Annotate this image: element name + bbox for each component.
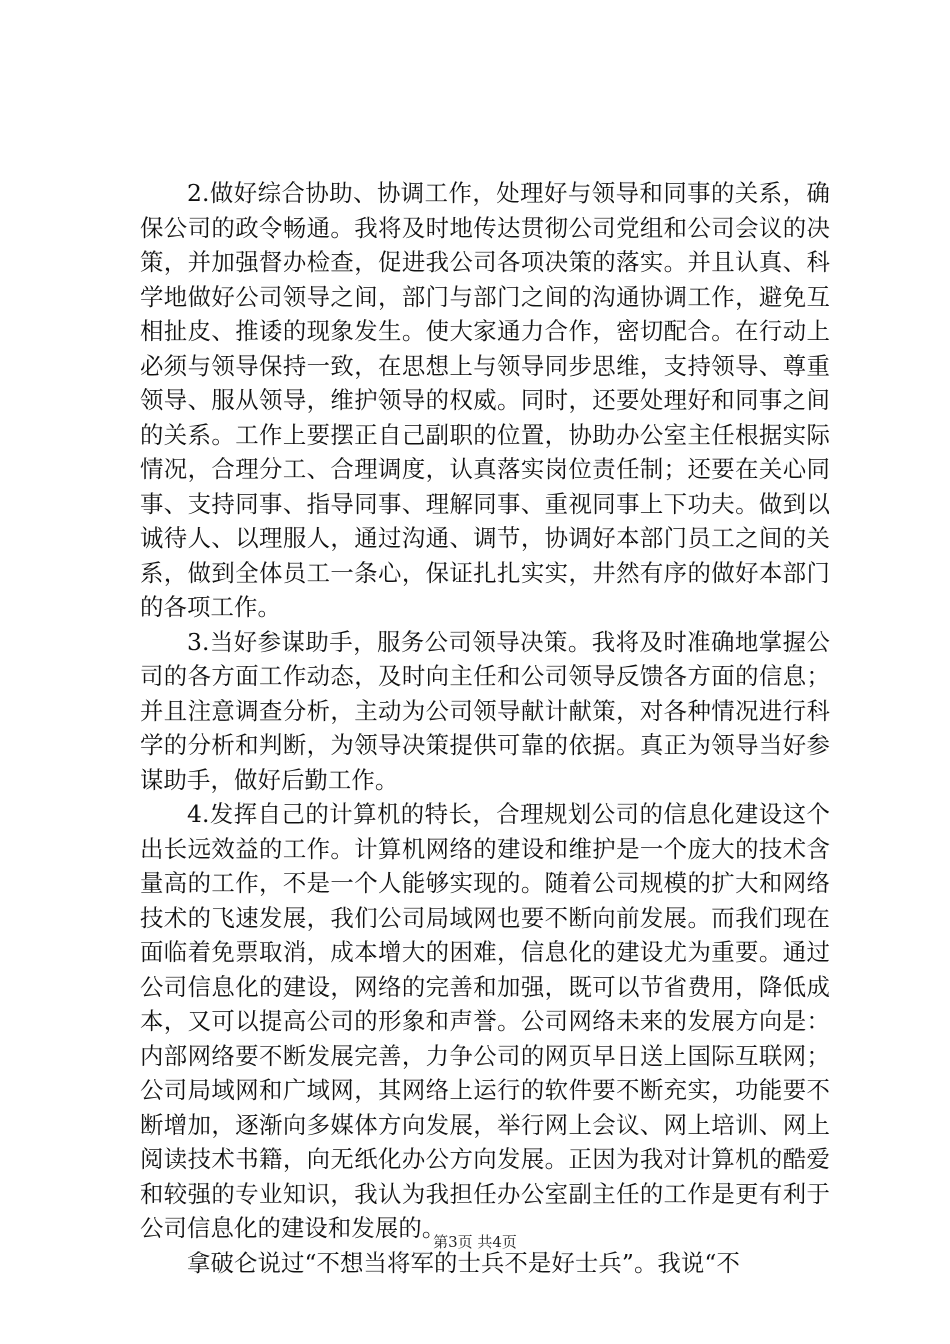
paragraph-5: 拿破仑说过“不想当将军的士兵不是好士兵”。我说“不	[187, 1248, 740, 1277]
paragraph-3: 3.当好参谋助手，服务公司领导决策。我将及时准确地掌握公司的各方面工作动态，及时向主任和公司领导反馈各方面的信息；并且注意调查分析，主动为公司领导献计献策，对各种情况进行科学的分析和判断，为领导决策提供可靠的依据。真正为领导当好参谋助手，做好后勤工作。	[140, 627, 830, 794]
paragraph-4: 4.发挥自己的计算机的特长，合理规划公司的信息化建设这个出长远效益的工作。计算机网络的建设和维护是一个庞大的技术含量高的工作，不是一个人能够实现的。随着公司规模的扩大和网络技术的飞速发展，我们公司局域网也要不断向前发展。而我们现在面临着免票取消，成本增大的困难，信息化的建设尤为重要。通过公司信息化的建设，网络的完善和加强，既可以节省费用，降低成本，又可以提高公司的形象和声誉。公司网络未来的发展方向是：内部网络要不断发展完善，力争公司的网页早日送上国际互联网；公司局域网和广域网，其网络上运行的软件要不断充实，功能要不断增加，逐渐向多媒体方向发展，举行网上会议、网上培训、网上阅读技术书籍，向无纸化办公方向发展。正因为我对计算机的酷爱和较强的专业知识，我认为我担任办公室副主任的工作是更有利于公司信息化的建设和发展的。	[140, 800, 830, 1242]
document-body	[140, 176, 830, 1280]
page-number-footer: 第3页 共4页	[433, 1233, 517, 1251]
paragraph-2: 2.做好综合协助、协调工作，处理好与领导和同事的关系，确保公司的政令畅通。我将及时地传达贯彻公司党组和公司会议的决策，并加强督办检查，促进我公司各项决策的落实。并且认真、科学地做好公司领导之间，部门与部门之间的沟通协调工作，避免互相扯皮、推诿的现象发生。使大家通力合作，密切配合。在行动上必须与领导保持一致，在思想上与领导同步思维，支持领导、尊重领导、服从领导，维护领导的权威。同时，还要处理好和同事之间的关系。工作上要摆正自己副职的位置，协助办公室主任根据实际情况，合理分工、合理调度，认真落实岗位责任制；还要在关心同事、支持同事、指导同事、理解同事、重视同事上下功夫。做到以诚待人、以理服人，通过沟通、调节，协调好本部门员工之间的关系，做到全体员工一条心，保证扎扎实实，井然有序的做好本部门的各项工作。	[140, 179, 830, 621]
